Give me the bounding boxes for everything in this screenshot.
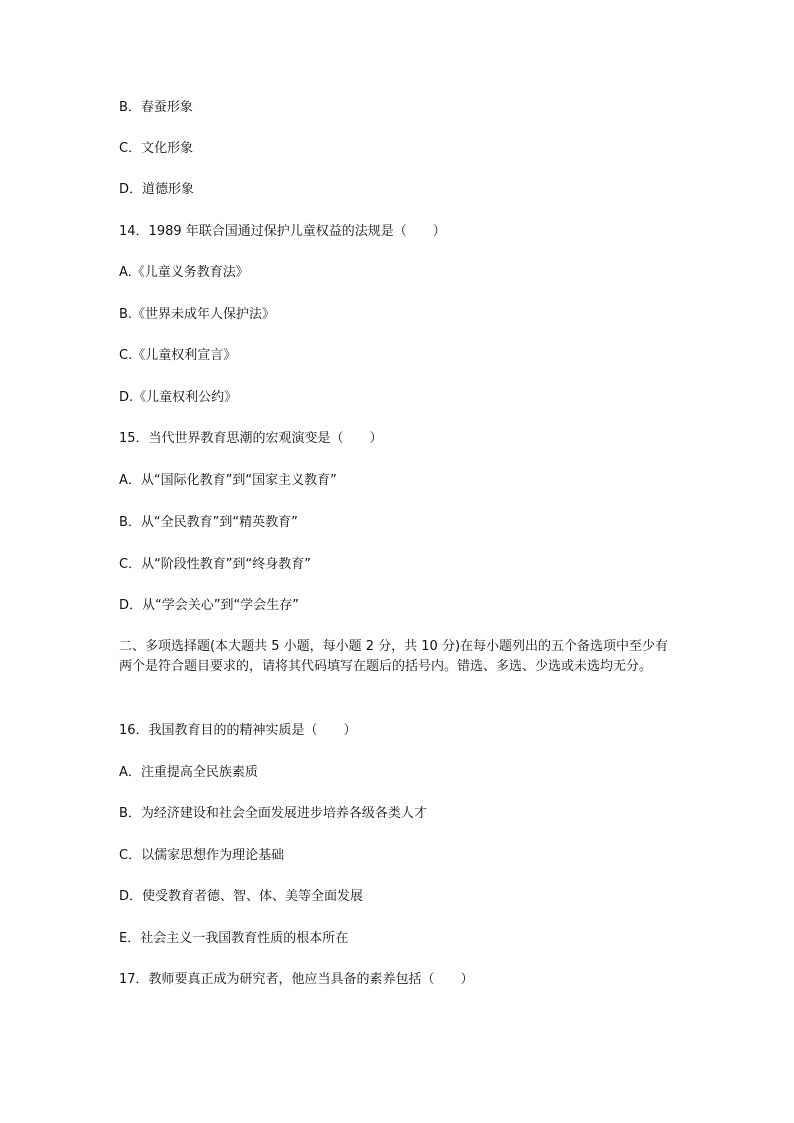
option-16-b: B．为经济建设和社会全面发展进步培养各级各类人才 <box>119 806 427 821</box>
question-17: 17．教师要真正成为研究者，他应当具备的素养包括（ ） <box>119 972 474 987</box>
question-15: 15．当代世界教育思潮的宏观演变是（ ） <box>119 431 383 446</box>
option-15-c: C．从“阶段性教育”到“终身教育” <box>119 557 312 572</box>
question-16: 16．我国教育目的的精神实质是（ ） <box>119 723 357 738</box>
option-16-e: E．社会主义一我国教育性质的根本所在 <box>119 931 349 946</box>
option-16-a: A．注重提高全民族素质 <box>119 765 258 780</box>
option-14-b: B.《世界未成年人保护法》 <box>119 307 276 322</box>
option-15-d: D．从“学会关心”到“学会生存” <box>119 598 299 613</box>
option-14-c: C.《儿童权利宣言》 <box>119 348 237 363</box>
option-14-d: D.《儿童权利公约》 <box>119 390 238 405</box>
option-13-c: C．文化形象 <box>119 141 194 156</box>
option-15-a: A．从“国际化教育”到“国家主义教育” <box>119 473 337 488</box>
section-heading-multiple-choice: 二、多项选择题(本大题共 5 小题，每小题 2 分，共 10 分)在每小题列出的五个备选项中至少有两个是符合题目要求的，请将其代码填写在题后的括号内。错选、多选、少选或未选均无分。 <box>119 639 669 674</box>
option-16-c: C．以儒家思想作为理论基础 <box>119 848 285 863</box>
question-14: 14．1989 年联合国通过保护儿童权益的法规是（ ） <box>119 224 446 239</box>
option-13-b: B．春蚕形象 <box>119 100 193 115</box>
option-15-b: B．从“全民教育”到“精英教育” <box>119 515 298 530</box>
option-13-d: D．道德形象 <box>119 182 195 197</box>
option-16-d: D．使受教育者德、智、体、美等全面发展 <box>119 889 364 904</box>
option-14-a: A.《儿童义务教育法》 <box>119 265 249 280</box>
